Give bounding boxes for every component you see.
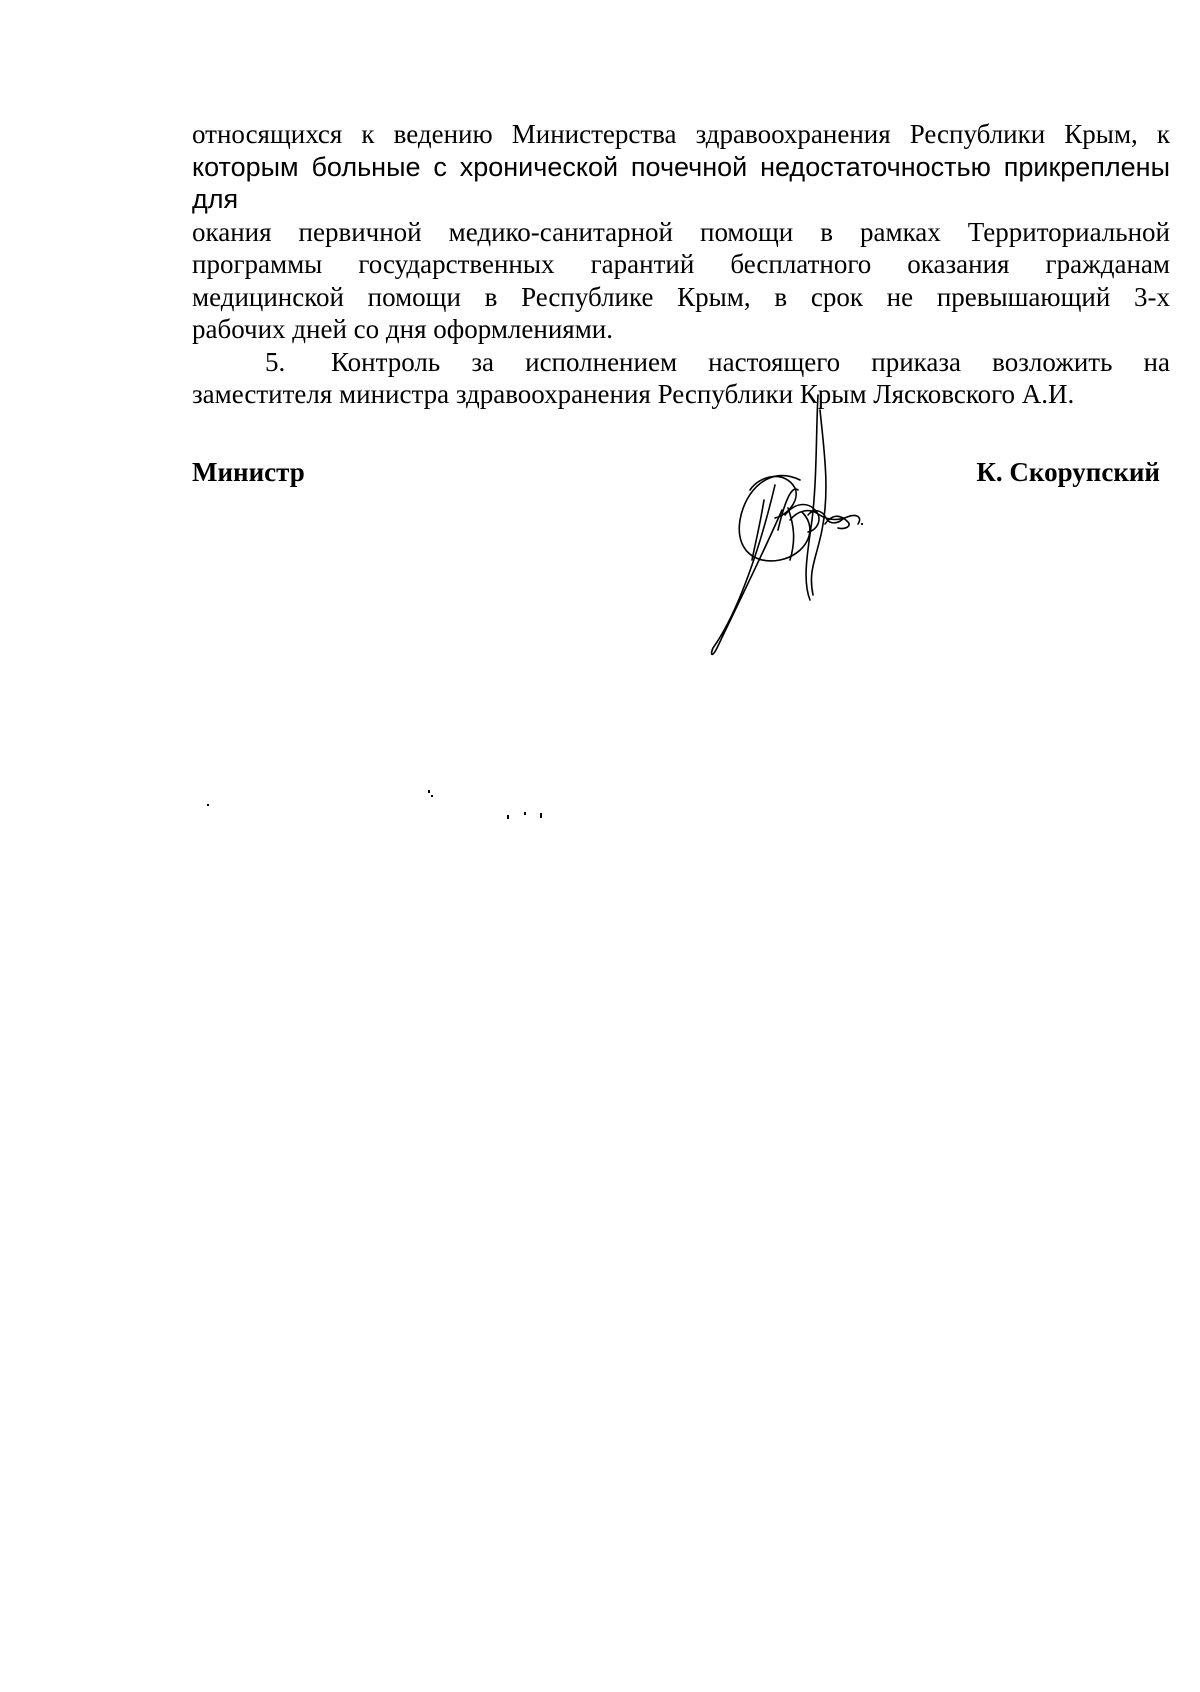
body-line-1: относящихся к ведению Министерства здравоохранения Республики Крым, к: [192, 119, 1170, 149]
body-line-6: рабочих дней со дня оформлениями.: [192, 314, 613, 344]
body-line-4: программы государственных гарантий бесплатного оказания гражданам: [192, 249, 1170, 279]
item-5-text: Контроль за исполнением настоящего приказа возложить на: [331, 346, 1170, 377]
scan-speck: [428, 790, 430, 793]
item-5-line-2: заместителя министра здравоохранения Республики Крым Лясковского А.И.: [192, 379, 1075, 409]
document-body: [192, 118, 1170, 411]
scan-speck: [524, 812, 526, 815]
handwritten-signature: [690, 390, 870, 690]
signatory-name: К. Скорупский: [976, 457, 1160, 487]
body-line-3: окания первичной медико-санитарной помощи в рамках Территориальной: [192, 216, 1170, 247]
scan-speck: [540, 813, 542, 818]
item-number: 5.: [265, 346, 286, 377]
signatory-title: Министр: [192, 457, 305, 487]
scan-speck: [431, 795, 433, 797]
scan-speck: [507, 815, 509, 819]
item-5-line-1: [192, 346, 1170, 379]
body-line-2: которым больные с хронической почечной недостаточностью прикреплены для: [192, 151, 1170, 214]
scan-speck: [207, 804, 209, 806]
body-line-5: медицинской помощи в Республике Крым, в срок не превышающий 3-х: [192, 281, 1170, 312]
